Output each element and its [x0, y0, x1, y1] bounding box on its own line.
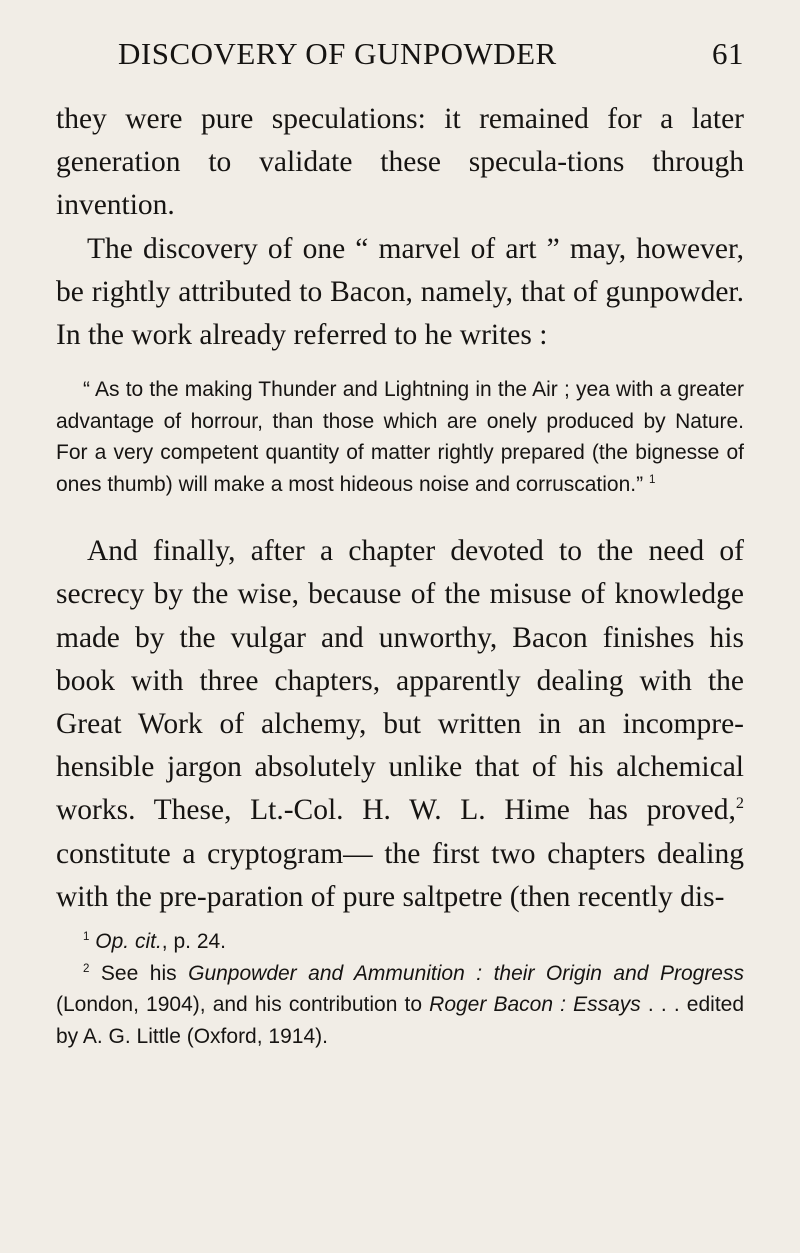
page-number: 61: [712, 36, 744, 71]
footnote-2-text-a: See his: [100, 961, 189, 985]
paragraph-1: they were pure speculations: it remained for a later generation to validate these specula-tions through invention.: [56, 103, 744, 222]
running-title: DISCOVERY OF GUNPOWDER: [118, 36, 557, 71]
footnote-1-text: , p. 24.: [161, 930, 227, 954]
footnote-2-text-c: . . . edited by A. G. Little (Oxford, 1914).: [56, 993, 745, 1048]
book-page: [56, 36, 744, 1052]
paragraph-3-part-b: constitute a cryptogram— the first two chapters dealing with the pre-paration of pure saltpetre (then recently dis-: [56, 837, 744, 913]
footnote-1-number: 1: [83, 931, 90, 944]
footnote-2-book-title: Gunpowder and Ammunition : their Origin and Progress: [188, 961, 744, 985]
quote-text: “ As to the making Thunder and Lightning in the Air ; yea with a greater advantage of horrour, than those which are onely produced by Nature. For a very competent quantity of matter rightly prepared (the bignesse of ones thumb) will make a most hideous noise and corruscation.”: [56, 378, 744, 496]
footnote-2-number: 2: [83, 962, 90, 975]
running-head: [56, 36, 744, 88]
footnote-2: [56, 958, 744, 1053]
footnote-1: [56, 926, 744, 958]
footnotes: [56, 926, 744, 1052]
footnote-ref-1: 1: [648, 473, 656, 486]
paragraph-2: The discovery of one “ marvel of art ” may, however, be rightly attributed to Bacon, namely, that of gunpowder. In the work already referred to he writes :: [56, 232, 744, 352]
paragraph-3: [56, 530, 744, 919]
body-text-continued: [56, 530, 744, 919]
footnote-1-italic: Op. cit.: [95, 930, 162, 954]
footnote-2-essays-title: Roger Bacon : Essays: [429, 993, 641, 1017]
footnote-2-text-b: (London, 1904), and his contribution to: [56, 993, 430, 1017]
paragraph-3-part-a: And finally, after a chapter devoted to the need of secrecy by the wise, because of the misuse of knowledge made by the vulgar and unworthy, Bacon finishes his book with three chapters, apparently dealing with the Great Work of alchemy, but written in an incompre-hensible jargon absolutely unlike that of his alchemical works. These, Lt.-Col. H. W. L. Hime has proved,: [56, 535, 744, 827]
footnote-ref-2: 2: [735, 794, 744, 813]
body-text: [56, 98, 744, 357]
block-quote: [56, 374, 744, 500]
